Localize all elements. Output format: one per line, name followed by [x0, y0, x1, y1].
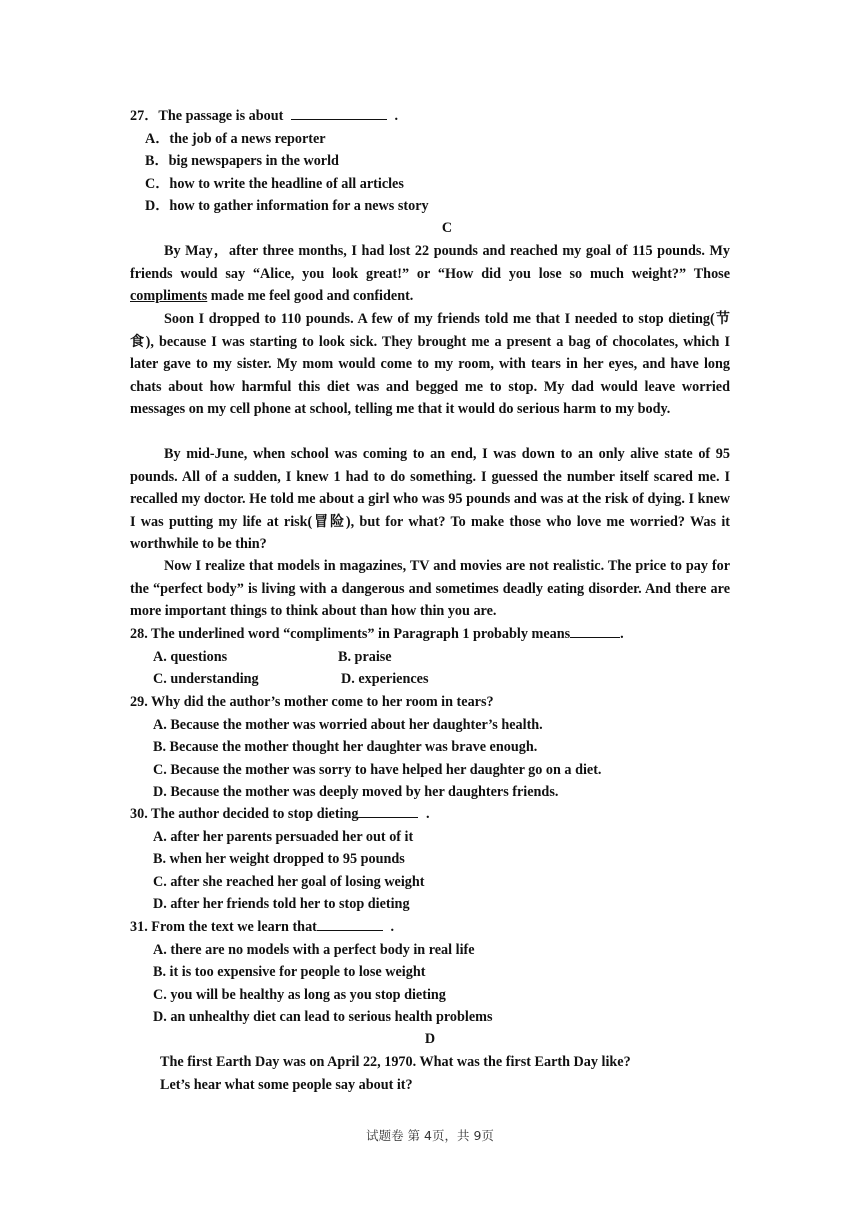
option-b: B．big newspapers in the world	[145, 153, 339, 170]
passage-c-paragraph-4: Now I realize that models in magazines, TV and movies are not realistic. The price to pay for the “perfect body” is living with a dangerous and sometimes deadly eating disorder. And there are more important things to think about than how thin you are.	[130, 558, 730, 620]
option-c: C. understanding	[153, 671, 259, 688]
passage-c-paragraph-3: By mid-June, when school was coming to an end, I was down to an only alive state of 95 pounds. All of a sudden, I knew 1 had to do something. I guessed the number itself scared me. I recalled my doctor. He told me about a girl who was 95 pounds and was at the risk of dying. I knew I was putting my life at risk(冒险), but for what? To make those who love me worried? Was it worthwhile to be thin?	[130, 446, 730, 553]
option-a: A．the job of a news reporter	[145, 130, 326, 147]
option-c: C．how to write the headline of all articles	[145, 175, 404, 192]
question-30	[130, 803, 738, 916]
passage-d-line-1: The first Earth Day was on April 22, 1970. What was the first Earth Day like?	[160, 1054, 631, 1070]
passage-c-paragraph-1: By May，after three months, I had lost 22 pounds and reached my goal of 115 pounds. My friends would say “Alice, you look great!” or “How did you lose so much weight?” Those compliments made me feel good and confident.	[130, 243, 730, 305]
question-29	[130, 691, 738, 804]
question-30-stem: 30. The author decided to stop dieting .	[130, 803, 738, 826]
passage-d-line-2: Let’s hear what some people say about it?	[160, 1076, 413, 1093]
option-d: D. an unhealthy diet can lead to serious health problems	[153, 1009, 493, 1026]
question-31	[130, 916, 738, 1029]
question-27-stem: 27．The passage is about .	[130, 105, 738, 128]
question-27	[130, 105, 738, 218]
option-d: D. after her friends told her to stop dieting	[153, 896, 410, 913]
option-b: B. praise	[338, 648, 392, 665]
question-28	[130, 623, 738, 691]
option-b: B. when her weight dropped to 95 pounds	[153, 851, 405, 868]
answer-blank	[358, 803, 418, 818]
passage-d-intro	[160, 1051, 768, 1096]
question-28-stem: 28. The underlined word “compliments” in Paragraph 1 probably means .	[130, 623, 738, 646]
answer-blank	[317, 916, 383, 931]
options-row-1	[130, 646, 738, 669]
option-c: C. you will be healthy as long as you stop dieting	[153, 986, 446, 1003]
option-b: B. it is too expensive for people to lose weight	[153, 964, 426, 981]
answer-blank	[570, 623, 620, 638]
option-b: B. Because the mother thought her daughter was brave enough.	[153, 739, 538, 756]
option-d: D. experiences	[341, 671, 429, 688]
option-a: A. Because the mother was worried about her daughter’s health.	[153, 716, 543, 733]
option-a: A. there are no models with a perfect body in real life	[153, 941, 475, 958]
option-a: A. after her parents persuaded her out of it	[153, 828, 414, 845]
answer-blank	[291, 105, 387, 120]
passage-c-paragraph-2: Soon I dropped to 110 pounds. A few of my friends told me that I needed to stop dieting(节食), because I was starting to look sick. They brought me a present a bag of chocolates, which I later gave to my sister. My mom would come to my room, with tears in her eyes, and have long chats about how harmful this diet was and begged me to stop. My dad would leave worried messages on my cell phone at school, telling me that it would do serious harm to my body.	[130, 311, 730, 418]
question-31-stem: 31. From the text we learn that .	[130, 916, 738, 939]
question-29-stem: 29. Why did the author’s mother come to her room in tears?	[130, 694, 494, 710]
section-d-heading: D	[424, 1031, 436, 1047]
page-footer: 试题卷 第 4页，共 9页	[366, 1128, 494, 1143]
section-c-heading: C	[441, 220, 453, 236]
option-d: D. Because the mother was deeply moved by her daughters friends.	[153, 784, 559, 801]
option-a: A. questions	[153, 648, 228, 665]
option-c: C. Because the mother was sorry to have helped her daughter go on a diet.	[153, 761, 602, 778]
option-c: C. after she reached her goal of losing weight	[153, 873, 425, 890]
underlined-word: compliments	[130, 288, 208, 305]
options-row-2	[130, 668, 738, 691]
option-d: D．how to gather information for a news story	[145, 198, 429, 215]
